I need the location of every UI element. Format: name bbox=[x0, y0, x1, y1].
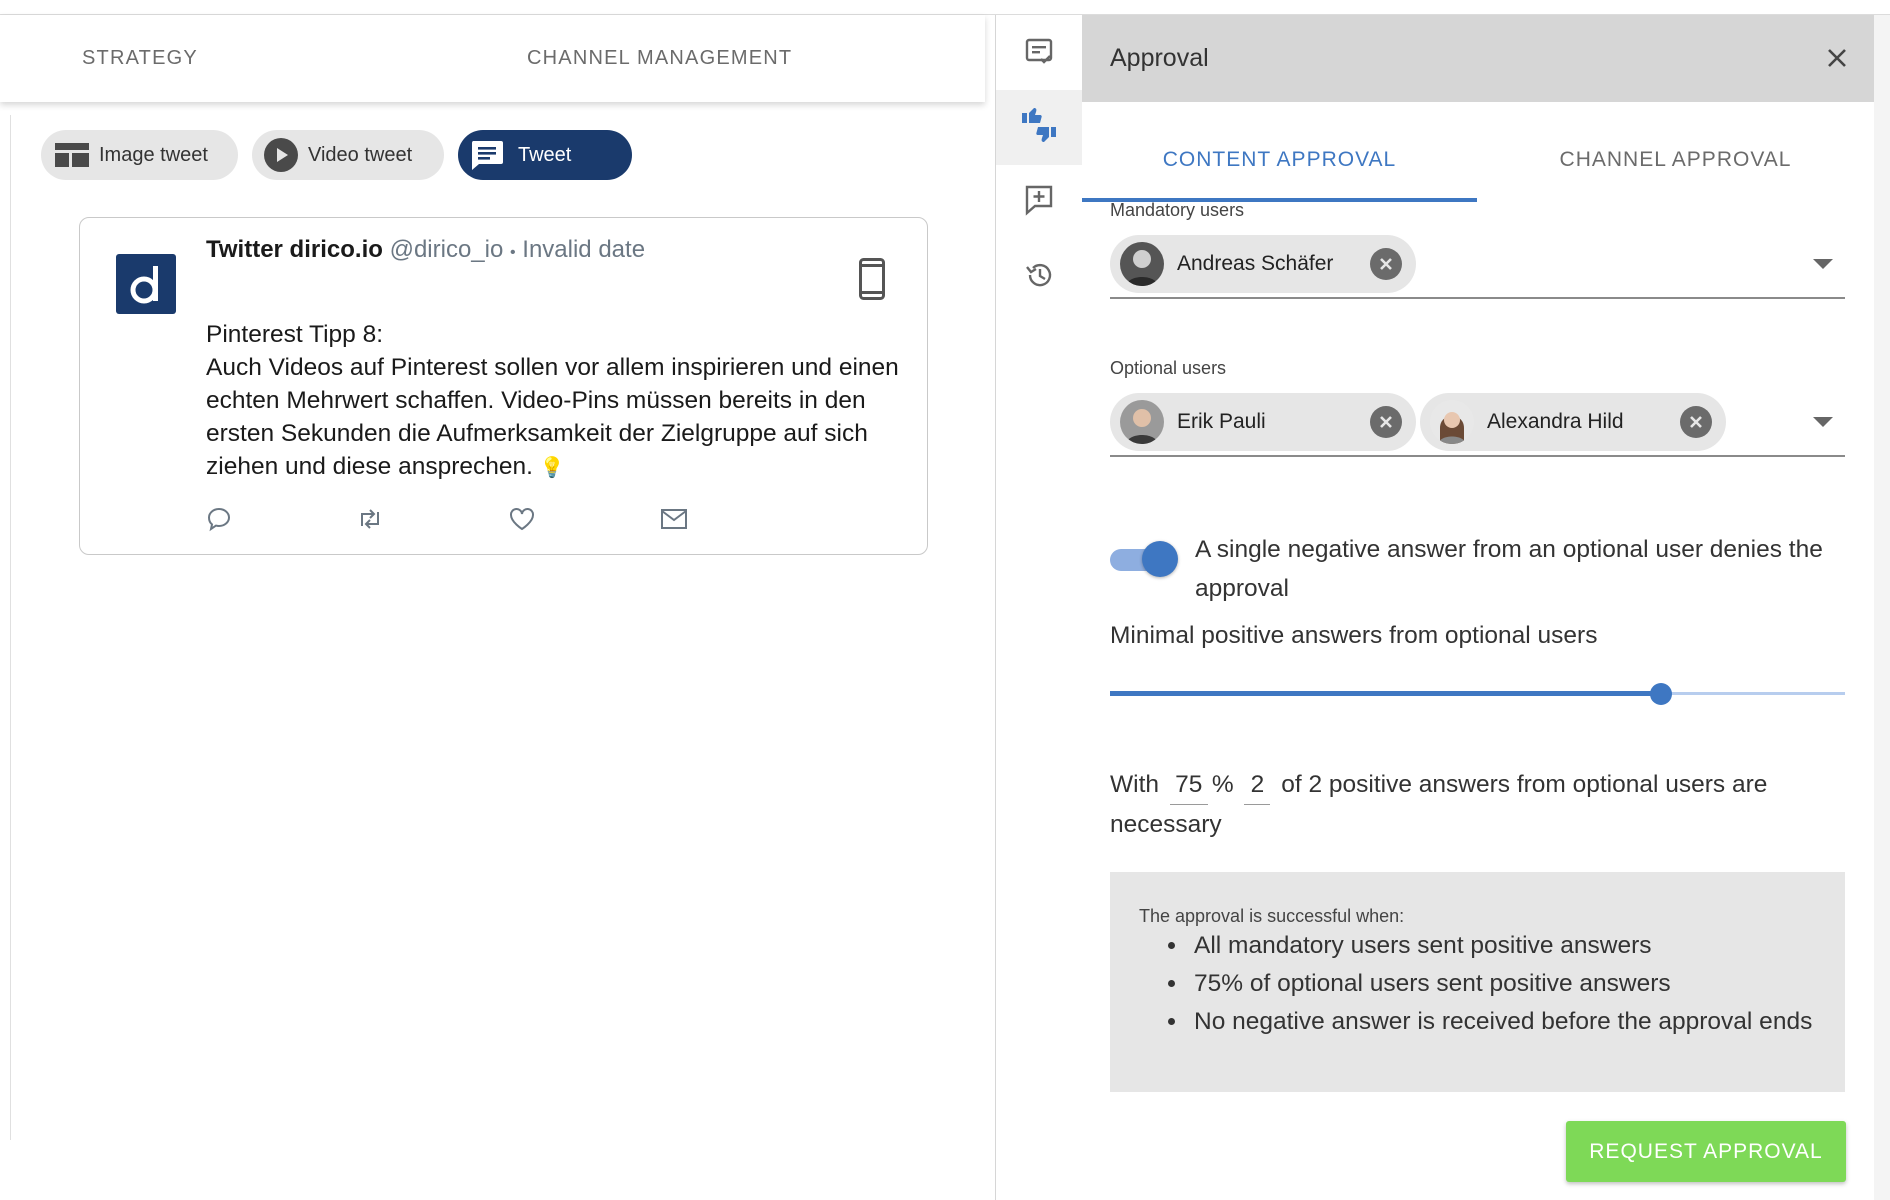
mail-icon[interactable] bbox=[660, 506, 688, 537]
toggle-knob bbox=[1142, 541, 1178, 577]
tweet-body: Auch Videos auf Pinterest sollen vor allem inspirieren und einen echten Mehrwert schaffen. Video-Pins müssen bereits in den ersten Sekunden die Aufmerksamkeit der Zielgruppe auf sich ziehen und diese ansprechen. bbox=[206, 354, 899, 480]
required-answers-sentence bbox=[1110, 765, 1850, 844]
panel-header bbox=[1082, 15, 1874, 102]
rail-item-add-comment[interactable] bbox=[996, 165, 1082, 240]
user-name: Andreas Schäfer bbox=[1177, 252, 1334, 275]
summary-item: • 75% of optional users sent positive answers bbox=[1189, 965, 1829, 1003]
rail-item-approval[interactable] bbox=[996, 90, 1082, 165]
like-icon[interactable] bbox=[508, 506, 536, 537]
optional-users-label: Optional users bbox=[1110, 358, 1227, 378]
thumbs-approval-icon bbox=[1019, 107, 1059, 148]
image-layout-icon bbox=[55, 142, 89, 168]
optional-users-select[interactable] bbox=[1110, 393, 1845, 457]
dropdown-arrow-icon[interactable] bbox=[1813, 417, 1833, 427]
avatar bbox=[1120, 400, 1164, 444]
lightbulb-emoji: 💡 bbox=[539, 457, 565, 479]
checklist-icon bbox=[1024, 37, 1054, 72]
remove-user-icon[interactable] bbox=[1680, 406, 1712, 438]
remove-user-icon[interactable] bbox=[1370, 248, 1402, 280]
approval-panel bbox=[1082, 15, 1874, 1200]
retweet-icon[interactable] bbox=[356, 506, 384, 537]
rail-item-history[interactable] bbox=[996, 240, 1082, 315]
user-chip-erik bbox=[1110, 393, 1416, 451]
chip-label: Image tweet bbox=[99, 143, 208, 166]
avatar bbox=[1120, 242, 1164, 286]
count-input[interactable]: 2 bbox=[1244, 765, 1270, 805]
tweet-header bbox=[206, 236, 645, 264]
tab-strategy[interactable]: STRATEGY bbox=[82, 47, 198, 69]
with-suffix: of 2 positive answers from optional users are necessary bbox=[1110, 771, 1768, 838]
percent-sign: % bbox=[1211, 771, 1234, 798]
add-comment-icon bbox=[1024, 184, 1054, 221]
deny-on-negative-toggle[interactable] bbox=[1110, 540, 1178, 578]
slider-fill bbox=[1110, 691, 1661, 696]
tab-content-approval[interactable]: CONTENT APPROVAL bbox=[1082, 102, 1477, 202]
history-icon bbox=[1024, 260, 1054, 295]
with-word: With bbox=[1110, 771, 1159, 798]
remove-user-icon[interactable] bbox=[1370, 406, 1402, 438]
tweet-preview-card bbox=[79, 217, 928, 555]
summary-title: The approval is successful when: bbox=[1139, 906, 1405, 926]
summary-item: • All mandatory users sent positive answers bbox=[1189, 927, 1829, 965]
account-handle: @dirico_io bbox=[389, 236, 504, 263]
top-bar bbox=[0, 0, 1890, 15]
chip-label: Video tweet bbox=[308, 143, 413, 166]
slider-label: Minimal positive answers from optional users bbox=[1110, 622, 1598, 649]
approval-summary-box bbox=[1110, 872, 1845, 1092]
mobile-preview-icon[interactable] bbox=[859, 258, 885, 305]
reply-icon[interactable] bbox=[206, 506, 232, 537]
tweet-chip[interactable] bbox=[458, 130, 632, 180]
user-chip-andreas bbox=[1110, 235, 1416, 293]
post-editor bbox=[0, 15, 995, 1200]
toggle-label: A single negative answer from an optional user denies the approval bbox=[1195, 536, 1823, 602]
separator-dot: • bbox=[510, 244, 516, 261]
summary-list bbox=[1139, 927, 1829, 1041]
minimal-positive-slider[interactable] bbox=[1110, 682, 1845, 706]
tab-channel-management[interactable]: CHANNEL MANAGEMENT bbox=[527, 47, 793, 69]
rail-item-checklist[interactable] bbox=[996, 17, 1082, 92]
tweet-date: Invalid date bbox=[522, 236, 646, 263]
summary-item: • No negative answer is received before the approval ends bbox=[1189, 1003, 1829, 1041]
account-name: Twitter dirico.io bbox=[206, 236, 383, 263]
request-approval-button[interactable]: REQUEST APPROVAL bbox=[1566, 1121, 1846, 1182]
play-icon bbox=[264, 138, 298, 172]
user-name: Alexandra Hild bbox=[1487, 410, 1624, 433]
mandatory-users-select[interactable] bbox=[1110, 235, 1845, 299]
image-tweet-chip[interactable] bbox=[41, 130, 238, 180]
mandatory-users-label: Mandatory users bbox=[1110, 200, 1245, 220]
user-name: Erik Pauli bbox=[1177, 410, 1266, 433]
message-icon bbox=[470, 139, 504, 171]
divider bbox=[10, 115, 11, 1140]
panel-title: Approval bbox=[1110, 44, 1209, 72]
video-tweet-chip[interactable] bbox=[252, 130, 444, 180]
account-logo bbox=[116, 254, 176, 314]
dropdown-arrow-icon[interactable] bbox=[1813, 259, 1833, 269]
close-icon[interactable] bbox=[1822, 43, 1852, 73]
editor-tabs bbox=[0, 15, 985, 102]
user-chip-alexandra bbox=[1420, 393, 1726, 451]
tweet-text bbox=[206, 318, 906, 485]
tweet-title: Pinterest Tipp 8: bbox=[206, 321, 384, 348]
side-icon-rail bbox=[995, 15, 1083, 1200]
tab-channel-approval[interactable]: CHANNEL APPROVAL bbox=[1559, 148, 1792, 171]
scrollbar[interactable] bbox=[1874, 15, 1890, 1200]
avatar bbox=[1430, 400, 1474, 444]
slider-thumb[interactable] bbox=[1650, 683, 1672, 705]
chip-label: Tweet bbox=[518, 143, 572, 166]
percent-input[interactable]: 75 bbox=[1170, 765, 1208, 805]
